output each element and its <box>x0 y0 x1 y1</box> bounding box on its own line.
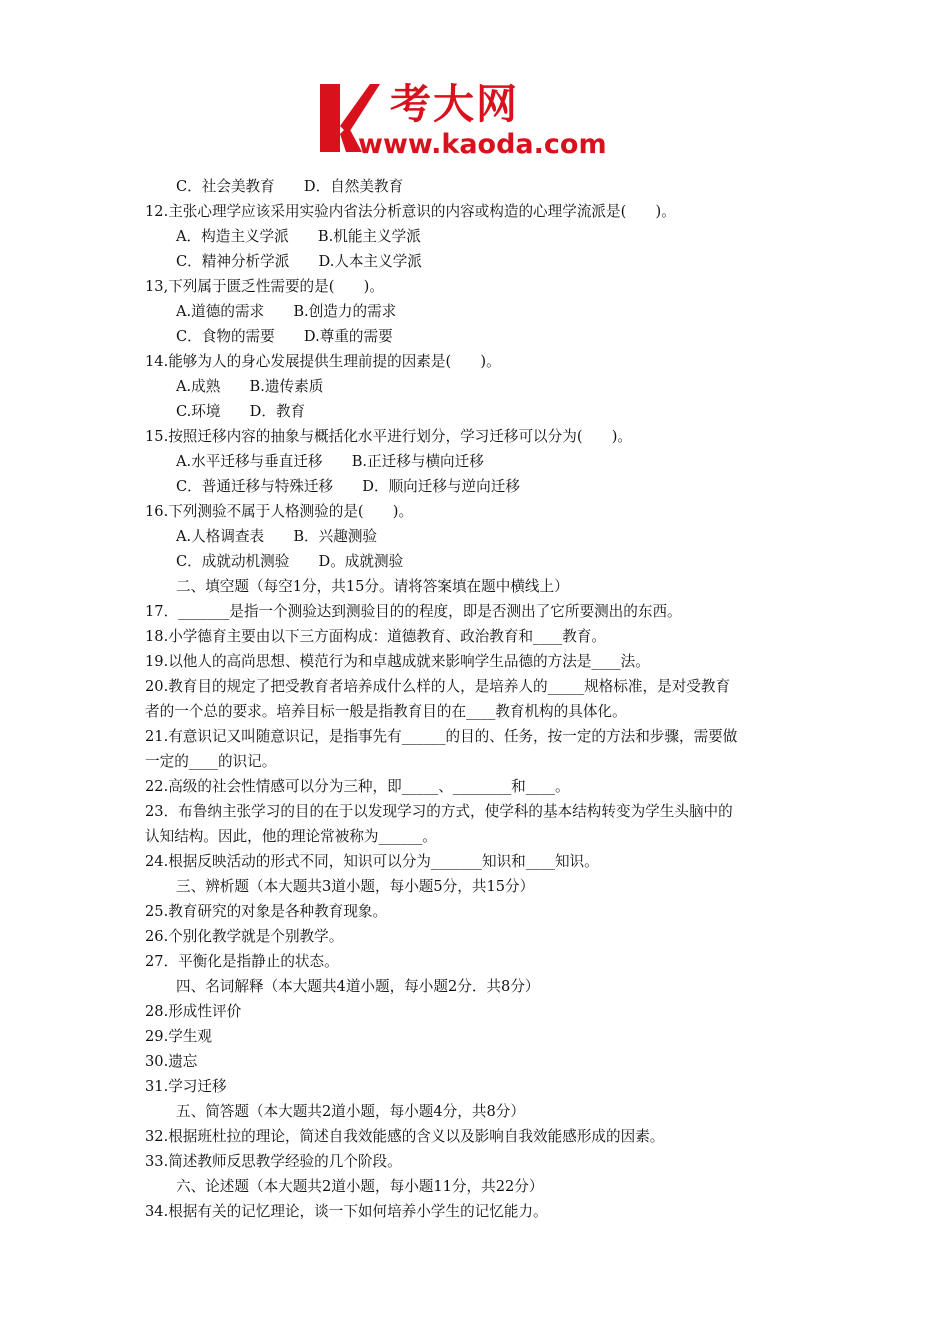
question-30: 30.遗忘 <box>145 1053 198 1070</box>
option-line: C．食物的需要 D.尊重的需要 <box>176 328 393 345</box>
question-23-cont: 认知结构。因此，他的理论常被称为______。 <box>145 828 437 845</box>
question-13: 13,下列属于匮乏性需要的是( )。 <box>145 278 384 295</box>
question-12: 12.主张心理学应该采用实验内省法分析意识的内容或构造的心理学流派是( )。 <box>145 203 676 220</box>
option-line: A.水平迁移与垂直迁移 B.正迁移与横向迁移 <box>176 453 484 470</box>
section-heading: 六、论述题（本大题共2道小题，每小题11分，共22分） <box>176 1178 544 1195</box>
question-21-cont: 一定的____的识记。 <box>145 753 277 770</box>
question-22: 22.高级的社会性情感可以分为三种，即_____、________和____。 <box>145 778 570 795</box>
question-14: 14.能够为人的身心发展提供生理前提的因素是( )。 <box>145 353 501 370</box>
question-29: 29.学生观 <box>145 1028 212 1045</box>
option-line: A.成熟 B.遗传素质 <box>176 378 324 395</box>
option-line: C．普通迁移与特殊迁移 D．顺向迁移与逆向迁移 <box>176 478 520 495</box>
logo-url-text: www.kaoda.com <box>358 129 607 160</box>
section-heading: 三、辨析题（本大题共3道小题，每小题5分，共15分） <box>176 878 535 895</box>
question-28: 28.形成性评价 <box>145 1003 242 1020</box>
option-line: C．成就动机测验 D。成就测验 <box>176 553 404 570</box>
option-line: A．构造主义学派 B.机能主义学派 <box>176 228 421 245</box>
question-16: 16.下列测验不属于人格测验的是( )。 <box>145 503 414 520</box>
question-17: 17．_______是指一个测验达到测验目的的程度，即是否测出了它所要测出的东西。 <box>145 603 682 620</box>
question-24: 24.根据反映活动的形式不同，知识可以分为_______知识和____知识。 <box>145 853 599 870</box>
question-20: 20.教育目的规定了把受教育者培养成什么样的人，是培养人的_____规格标准，是对受教育 <box>145 678 731 695</box>
question-31: 31.学习迁移 <box>145 1078 227 1095</box>
question-20-cont: 者的一个总的要求。培养目标一般是指教育目的在____教育机构的具体化。 <box>145 703 627 720</box>
logo-brand-text: 考大网 <box>390 80 519 128</box>
question-34: 34.根据有关的记忆理论，谈一下如何培养小学生的记忆能力。 <box>145 1203 548 1220</box>
option-line: A.道德的需求 B.创造力的需求 <box>176 303 397 320</box>
kaoda-logo <box>318 82 640 160</box>
question-33: 33.简述教师反思教学经验的几个阶段。 <box>145 1153 402 1170</box>
question-23: 23．布鲁纳主张学习的目的在于以发现学习的方式，使学科的基本结构转变为学生头脑中的 <box>145 803 733 820</box>
option-line: C.环境 D．教育 <box>176 403 306 420</box>
question-25: 25.教育研究的对象是各种教育现象。 <box>145 903 388 920</box>
question-32: 32.根据班杜拉的理论，简述自我效能感的含义以及影响自我效能感形成的因素。 <box>145 1128 665 1145</box>
question-19: 19.以他人的高尚思想、模范行为和卓越成就来影响学生品德的方法是____法。 <box>145 653 650 670</box>
section-heading: 五、简答题（本大题共2道小题，每小题4分，共8分） <box>176 1103 525 1120</box>
section-heading: 四、名词解释（本大题共4道小题，每小题2分．共8分） <box>176 978 540 995</box>
section-heading: 二、填空题（每空1分，共15分。请将答案填在题中横线上） <box>176 578 569 595</box>
question-18: 18.小学德育主要由以下三方面构成：道德教育、政治教育和____教育。 <box>145 628 607 645</box>
question-26: 26.个别化教学就是个别教学。 <box>145 928 344 945</box>
question-15: 15.按照迁移内容的抽象与概括化水平进行划分，学习迁移可以分为( )。 <box>145 428 633 445</box>
question-27: 27．平衡化是指静止的状态。 <box>145 953 339 970</box>
question-21: 21.有意识记又叫随意识记，是指事先有______的目的、任务，按一定的方法和步骤，需要做 <box>145 728 738 745</box>
option-line: C．社会美教育 D．自然美教育 <box>176 178 404 195</box>
option-line: C．精神分析学派 D.人本主义学派 <box>176 253 422 270</box>
option-line: A.人格调查表 B．兴趣测验 <box>176 528 378 545</box>
